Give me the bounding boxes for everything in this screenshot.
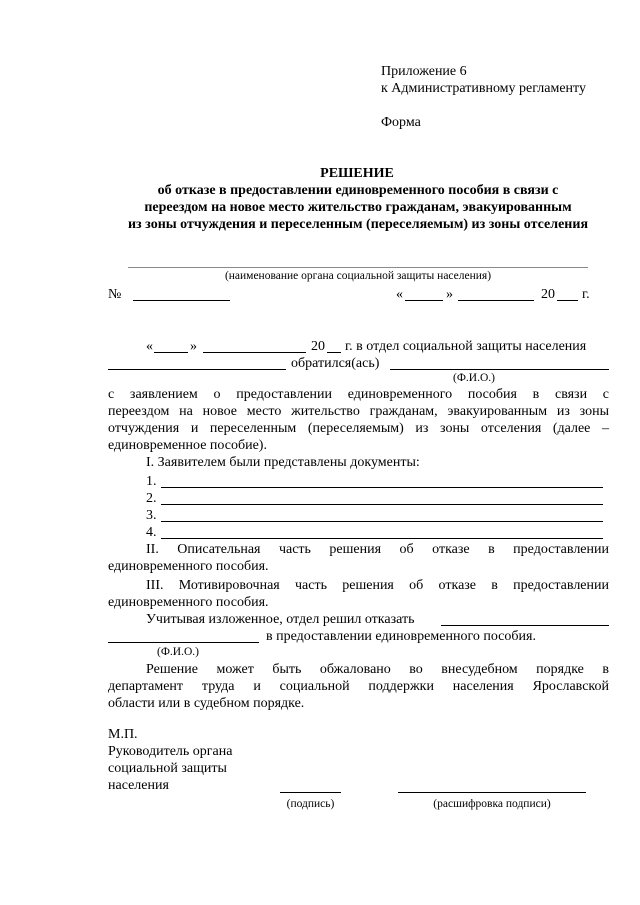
para1-line-4: единовременное пособие). xyxy=(108,438,267,453)
appeal-line-2: департамент труда и социальной поддержки населения Ярославской xyxy=(108,679,609,694)
app-date-year: 20 xyxy=(311,339,325,354)
app-date-quote-close: » xyxy=(190,339,197,354)
authority-name-line xyxy=(128,267,588,268)
title-line-1: об отказе в предоставлении единовременного пособия в связи с xyxy=(157,183,559,198)
date-day-line xyxy=(405,300,443,301)
part3-line-1: III. Мотивировочная часть решения об отказе в предоставлении xyxy=(146,578,609,593)
title-line-3: из зоны отчуждения и переселенным (переселяемым) из зоны отселения xyxy=(127,217,589,232)
head-line-2: социальной защиты xyxy=(108,761,227,776)
authority-name-caption: (наименование органа социальной защиты населения) xyxy=(224,270,492,282)
doc-line-4 xyxy=(161,538,603,539)
date-quote-open: « xyxy=(396,287,403,302)
app-date-tail: г. в отдел социальной защиты населения xyxy=(345,339,587,354)
signature-decode-line xyxy=(398,792,586,793)
signature-caption: (подпись) xyxy=(286,798,335,810)
para1-line-2: переездом на новое место жительство гражданам, эвакуированным из зоны xyxy=(108,404,609,419)
app-date-year-line xyxy=(327,352,341,353)
decision-name-line xyxy=(108,642,259,643)
doc-number-2: 2. xyxy=(146,491,157,506)
fio-caption: (Ф.И.О.) xyxy=(453,372,495,384)
appendix-number: Приложение 6 xyxy=(381,64,467,79)
appendix-regulation: к Административному регламенту xyxy=(381,81,586,96)
doc-number-3: 3. xyxy=(146,508,157,523)
decision-tail: в предоставлении единовременного пособия. xyxy=(266,629,536,644)
head-line-3: населения xyxy=(108,778,169,793)
doc-line-3 xyxy=(161,521,603,522)
document-title: РЕШЕНИЕ xyxy=(320,166,394,181)
signature-decode-caption: (расшифровка подписи) xyxy=(433,798,551,810)
doc-number-4: 4. xyxy=(146,525,157,540)
app-date-quote-open: « xyxy=(146,339,153,354)
doc-line-1 xyxy=(161,487,603,488)
part2-line-1: II. Описательная часть решения об отказе в предоставлении xyxy=(146,542,609,557)
decision-text: Учитывая изложенное, отдел решил отказать xyxy=(146,612,415,627)
date-month-line xyxy=(458,300,534,301)
docs-heading: I. Заявителем были представлены документы: xyxy=(146,455,420,470)
decision-line-right xyxy=(441,625,609,626)
seal-label: М.П. xyxy=(108,727,138,742)
part3-line-2: единовременного пособия. xyxy=(108,595,269,610)
para1-line-3: отчуждения и переселенным (переселяемым) из зоны отселения (далее – xyxy=(108,421,609,436)
appeal-line-1: Решение может быть обжаловано во внесудебном порядке в xyxy=(146,662,609,677)
date-year-line xyxy=(557,300,578,301)
doc-number-1: 1. xyxy=(146,474,157,489)
title-line-2: переездом на новое место жительство гражданам, эвакуированным xyxy=(144,200,572,215)
date-quote-close: » xyxy=(446,287,453,302)
para1-line-1: с заявлением о предоставлении единовременного пособия в связи с xyxy=(108,387,609,402)
number-label: № xyxy=(108,287,122,302)
date-year-suffix: г. xyxy=(582,287,590,302)
number-line xyxy=(133,300,230,301)
appeal-line-3: области или в судебном порядке. xyxy=(108,696,305,711)
app-date-day-line xyxy=(154,352,188,353)
part2-line-2: единовременного пособия. xyxy=(108,559,269,574)
applied-text: обратился(ась) xyxy=(291,356,380,371)
doc-line-2 xyxy=(161,504,603,505)
fio-caption-2: (Ф.И.О.) xyxy=(157,646,199,658)
date-year-prefix: 20 xyxy=(541,287,555,302)
form-label: Форма xyxy=(381,115,421,130)
signature-line xyxy=(280,792,341,793)
applicant-name-line-left xyxy=(108,369,286,370)
applicant-name-line-right xyxy=(390,369,609,370)
head-line-1: Руководитель органа xyxy=(108,744,233,759)
app-date-month-line xyxy=(203,352,306,353)
